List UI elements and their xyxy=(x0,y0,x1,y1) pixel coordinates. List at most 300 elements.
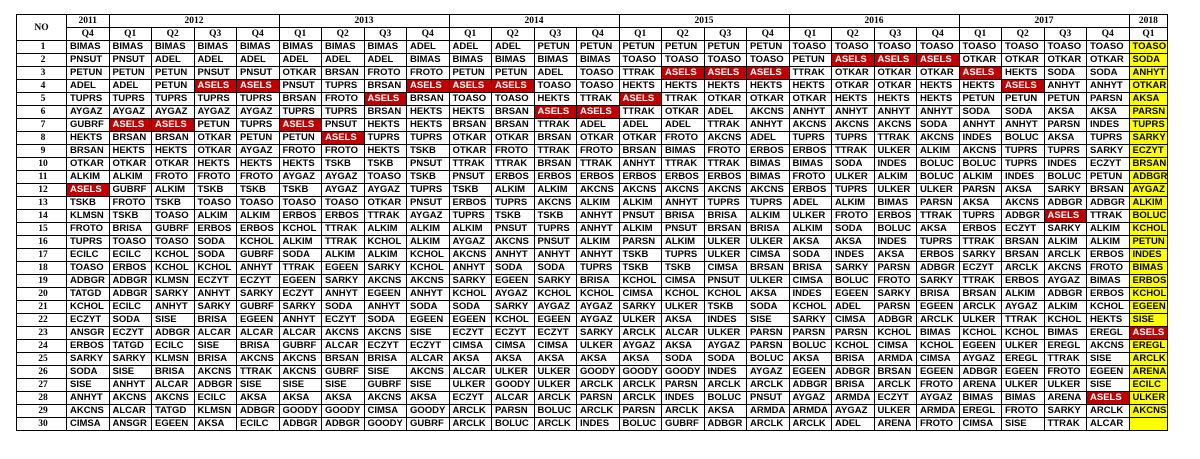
ticker-cell: BOLUC xyxy=(1044,171,1087,184)
ticker-cell: ALKIM xyxy=(577,236,620,249)
ticker-cell: PETUN xyxy=(492,67,535,80)
ticker-cell: SARKY xyxy=(152,288,195,301)
table-row xyxy=(17,236,1168,249)
rank-number: 28 xyxy=(17,392,67,405)
ticker-cell: PETUN xyxy=(789,54,832,67)
ticker-cell: TOASO xyxy=(67,262,110,275)
ticker-cell: ANHYT xyxy=(1129,67,1168,80)
ticker-cell: TSKB xyxy=(407,171,450,184)
ticker-cell: FROTO xyxy=(832,210,875,223)
ticker-cell: ANHYT xyxy=(449,262,492,275)
ticker-cell: BOLUC xyxy=(789,340,832,353)
year-header: 2012 xyxy=(109,15,279,28)
ticker-cell: TOASO xyxy=(832,41,875,54)
ticker-cell: ANHYT xyxy=(534,249,577,262)
ticker-cell: SODA xyxy=(832,223,875,236)
ticker-cell: OTKAR xyxy=(917,67,960,80)
highlighted-ticker-cell: ASELS xyxy=(619,93,662,106)
ticker-cell: OTKAR xyxy=(152,158,195,171)
ticker-cell: PETUN xyxy=(577,41,620,54)
ticker-cell: SARKY xyxy=(959,249,1002,262)
ticker-cell: BRISA xyxy=(364,353,407,366)
ticker-cell: ERBOS xyxy=(747,145,790,158)
ticker-cell: ADBGR xyxy=(322,418,365,431)
ticker-cell: ALKIM xyxy=(747,210,790,223)
ticker-cell: AKSA xyxy=(1087,106,1130,119)
ticker-cell: TTRAK xyxy=(959,236,1002,249)
ticker-cell: ADBGR xyxy=(1044,288,1087,301)
ticker-cell: BIMAS xyxy=(789,158,832,171)
ticker-cell: SISE xyxy=(194,340,237,353)
ticker-cell: ARENA xyxy=(959,379,1002,392)
ticker-cell: PNSUT xyxy=(534,236,577,249)
ticker-cell: HEKTS xyxy=(1087,314,1130,327)
ticker-cell: OTKAR xyxy=(1002,54,1045,67)
quarter-header: Q2 xyxy=(1002,28,1045,41)
ticker-cell: HEKTS xyxy=(109,145,152,158)
ticker-cell: BRSAN xyxy=(874,366,917,379)
rank-number: 29 xyxy=(17,405,67,418)
ticker-cell: ANHYT xyxy=(67,392,110,405)
rank-number: 1 xyxy=(17,41,67,54)
ticker-cell: BRSAN xyxy=(1129,158,1168,171)
ticker-cell: ULKER xyxy=(1129,392,1168,405)
ticker-cell: PARSN xyxy=(662,379,705,392)
ticker-cell: ADBGR xyxy=(789,379,832,392)
ticker-cell: KCHOL xyxy=(874,327,917,340)
table-row xyxy=(17,54,1168,67)
ticker-cell: SISE xyxy=(747,314,790,327)
ticker-cell: PETUN xyxy=(279,132,322,145)
highlighted-ticker-cell: ASELS xyxy=(449,80,492,93)
quarter-header: Q1 xyxy=(449,28,492,41)
ticker-cell: AKSA xyxy=(662,314,705,327)
year-header: 2011 xyxy=(67,15,110,28)
ticker-cell: TTRAK xyxy=(279,262,322,275)
ticker-cell: TTRAK xyxy=(534,119,577,132)
ticker-cell: ANHYT xyxy=(577,210,620,223)
ticker-cell: ALKIM xyxy=(109,171,152,184)
ticker-cell: SODA xyxy=(279,249,322,262)
ticker-cell: HEKTS xyxy=(704,80,747,93)
ticker-cell: PETUN xyxy=(959,93,1002,106)
ticker-cell: GUBRF xyxy=(364,379,407,392)
ticker-cell: ERBOS xyxy=(237,223,280,236)
table-row xyxy=(17,184,1168,197)
ticker-cell: SISE xyxy=(67,379,110,392)
ticker-cell: OTKAR xyxy=(1129,80,1168,93)
quarter-header: Q3 xyxy=(874,28,917,41)
ticker-cell: ANHYT xyxy=(322,288,365,301)
ticker-cell: KCHOL xyxy=(534,288,577,301)
ticker-cell: AYGAZ xyxy=(577,301,620,314)
ticker-cell: SARKY xyxy=(67,353,110,366)
ticker-cell: AKSA xyxy=(534,353,577,366)
ticker-cell: ADBGR xyxy=(194,379,237,392)
ticker-cell: ECZYT xyxy=(959,262,1002,275)
ticker-cell: HEKTS xyxy=(874,93,917,106)
ticker-cell: ALKIM xyxy=(619,197,662,210)
ticker-cell: ARENA xyxy=(874,418,917,431)
ticker-cell: ADBGR xyxy=(152,327,195,340)
ticker-cell: OTKAR xyxy=(747,93,790,106)
ticker-cell: KCHOL xyxy=(1129,288,1168,301)
ticker-cell: ARCLK xyxy=(704,379,747,392)
ticker-cell: EGEEN xyxy=(917,301,960,314)
ticker-cell: BOLUC xyxy=(704,392,747,405)
ticker-cell: BIMAS xyxy=(109,41,152,54)
rank-number: 18 xyxy=(17,262,67,275)
ticker-cell: AYGAZ xyxy=(237,145,280,158)
ticker-cell: ERBOS xyxy=(1002,275,1045,288)
rank-number: 14 xyxy=(17,210,67,223)
ticker-cell: KCHOL xyxy=(364,236,407,249)
ticker-cell: FROTO xyxy=(364,67,407,80)
highlighted-ticker-cell: ASELS xyxy=(874,54,917,67)
ticker-cell: BOLUC xyxy=(534,405,577,418)
ticker-cell: BRISA xyxy=(237,340,280,353)
ticker-cell: INDES xyxy=(874,158,917,171)
ticker-cell: TSKB xyxy=(619,249,662,262)
ticker-cell: ECILC xyxy=(237,418,280,431)
ticker-cell: OTKAR xyxy=(492,132,535,145)
ticker-cell: BIMAS xyxy=(534,54,577,67)
no-column-header: NO xyxy=(17,15,67,41)
ticker-cell: OTKAR xyxy=(67,158,110,171)
ticker-cell: SODA xyxy=(959,106,1002,119)
ticker-cell: ARMDA xyxy=(832,392,875,405)
ticker-cell: ULKER xyxy=(492,366,535,379)
ticker-cell: ADEL xyxy=(449,41,492,54)
ticker-cell: TTRAK xyxy=(364,210,407,223)
ticker-cell: TTRAK xyxy=(619,67,662,80)
ticker-cell: ANHYT xyxy=(407,288,450,301)
ticker-cell: FROTO xyxy=(917,418,960,431)
ticker-cell: EREGL xyxy=(1044,340,1087,353)
ticker-cell: ADBGR xyxy=(959,366,1002,379)
ticker-cell: TUPRS xyxy=(152,93,195,106)
ticker-cell: ALCAR xyxy=(194,327,237,340)
table-row xyxy=(17,353,1168,366)
highlighted-ticker-cell: ASELS xyxy=(1087,392,1130,405)
ticker-cell: PARSN xyxy=(959,184,1002,197)
ticker-cell: ARCLK xyxy=(747,418,790,431)
ticker-cell: TATGD xyxy=(67,288,110,301)
ticker-cell: PARSN xyxy=(874,262,917,275)
ticker-cell: ARCLK xyxy=(1129,353,1168,366)
ticker-cell: FROTO xyxy=(322,93,365,106)
ticker-cell: ALCAR xyxy=(492,392,535,405)
ticker-cell: ULKER xyxy=(874,145,917,158)
ticker-cell: BRSAN xyxy=(1087,184,1130,197)
ticker-cell: EGEEN xyxy=(407,314,450,327)
ticker-cell: SARKY xyxy=(917,275,960,288)
ticker-cell: TUPRS xyxy=(577,262,620,275)
ticker-cell: BRISA xyxy=(747,223,790,236)
ticker-cell: ADEL xyxy=(832,301,875,314)
ticker-cell: TOASO xyxy=(662,54,705,67)
rank-number: 22 xyxy=(17,314,67,327)
ticker-cell: PETUN xyxy=(1002,93,1045,106)
quarter-header: Q3 xyxy=(364,28,407,41)
rank-number: 21 xyxy=(17,301,67,314)
ticker-cell: ECZYT xyxy=(279,288,322,301)
ticker-cell: OTKAR xyxy=(619,132,662,145)
ticker-cell: BOLUC xyxy=(917,158,960,171)
ticker-cell: ANHYT xyxy=(364,301,407,314)
ticker-cell: TOASO xyxy=(152,210,195,223)
ticker-cell: SODA xyxy=(67,366,110,379)
table-row xyxy=(17,340,1168,353)
ticker-cell: SODA xyxy=(704,353,747,366)
ticker-cell: ERBOS xyxy=(704,171,747,184)
ticker-cell: TUPRS xyxy=(789,132,832,145)
ticker-cell: AYGAZ xyxy=(237,106,280,119)
ticker-cell: TSKB xyxy=(619,262,662,275)
ticker-cell: TOASO xyxy=(364,171,407,184)
rank-number: 11 xyxy=(17,171,67,184)
rank-number: 2 xyxy=(17,54,67,67)
quarter-header: Q4 xyxy=(407,28,450,41)
ticker-cell: ECILC xyxy=(152,340,195,353)
ticker-cell: ANHYT xyxy=(1002,119,1045,132)
ticker-cell: PARSN xyxy=(577,392,620,405)
ticker-cell: SARKY xyxy=(619,301,662,314)
ticker-cell: ALKIM xyxy=(577,197,620,210)
ticker-cell: TATGD xyxy=(109,340,152,353)
ticker-cell: ALKIM xyxy=(1087,223,1130,236)
ticker-cell: BIMAS xyxy=(874,197,917,210)
ticker-cell: ECZYT xyxy=(364,340,407,353)
ticker-cell: ECZYT xyxy=(67,314,110,327)
ticker-cell: FROTO xyxy=(1044,366,1087,379)
ticker-cell: CIMSA xyxy=(492,340,535,353)
ticker-cell: AKSA xyxy=(704,405,747,418)
highlighted-ticker-cell: ASELS xyxy=(534,106,577,119)
ticker-cell: ALKIM xyxy=(449,223,492,236)
rank-number: 26 xyxy=(17,366,67,379)
ticker-cell: TOASO xyxy=(704,54,747,67)
ticker-cell: BIMAS xyxy=(449,54,492,67)
ticker-cell: BIMAS xyxy=(407,54,450,67)
ticker-cell: TOASO xyxy=(577,80,620,93)
ticker-cell: PETUN xyxy=(534,41,577,54)
ticker-cell: SARKY xyxy=(789,314,832,327)
ticker-cell: PNSUT xyxy=(747,392,790,405)
ticker-cell: ECZYT xyxy=(449,392,492,405)
ticker-cell: HEKTS xyxy=(364,119,407,132)
ticker-cell: CIMSA xyxy=(704,262,747,275)
ticker-cell: AYGAZ xyxy=(322,184,365,197)
ticker-cell: TTRAK xyxy=(832,145,875,158)
ticker-cell: ERBOS xyxy=(789,145,832,158)
ticker-cell: PETUN xyxy=(1129,236,1168,249)
quarter-header: Q1 xyxy=(279,28,322,41)
highlighted-ticker-cell: ASELS xyxy=(194,80,237,93)
ticker-cell: BOLUC xyxy=(959,158,1002,171)
ticker-cell: ANHYT xyxy=(747,119,790,132)
ticker-cell: BOLUC xyxy=(619,418,662,431)
ticker-cell: TUPRS xyxy=(279,106,322,119)
ticker-cell: ADEL xyxy=(577,119,620,132)
ticker-cell: PETUN xyxy=(152,80,195,93)
ticker-cell: AYGAZ xyxy=(322,171,365,184)
ticker-cell: PNSUT xyxy=(407,158,450,171)
ticker-cell: TUPRS xyxy=(534,223,577,236)
ticker-cell: AKCNS xyxy=(619,184,662,197)
ticker-cell: TUPRS xyxy=(322,106,365,119)
ticker-cell: TUPRS xyxy=(1002,158,1045,171)
ticker-cell: HEKTS xyxy=(407,106,450,119)
ticker-cell: CIMSA xyxy=(534,340,577,353)
ticker-cell: SODA xyxy=(109,314,152,327)
ticker-cell: ADEL xyxy=(747,132,790,145)
ticker-cell: ARCLK xyxy=(1087,405,1130,418)
ticker-cell: SISE xyxy=(1002,418,1045,431)
ticker-cell: ADBGR xyxy=(1129,171,1168,184)
ticker-cell: TUPRS xyxy=(917,236,960,249)
ticker-cell: CIMSA xyxy=(959,418,1002,431)
ticker-cell: ECZYT xyxy=(237,275,280,288)
ticker-cell: HEKTS xyxy=(534,93,577,106)
rank-number: 10 xyxy=(17,158,67,171)
ticker-cell: ARCLK xyxy=(874,379,917,392)
ticker-cell: SODA xyxy=(832,158,875,171)
ticker-cell: AKCNS xyxy=(152,392,195,405)
ticker-cell: PNSUT xyxy=(194,67,237,80)
ticker-cell: ULKER xyxy=(704,249,747,262)
ticker-cell: INDES xyxy=(1087,119,1130,132)
ticker-cell: KCHOL xyxy=(449,288,492,301)
ticker-cell: ULKER xyxy=(1002,340,1045,353)
ticker-cell: ANHYT xyxy=(194,288,237,301)
quarter-header: Q2 xyxy=(152,28,195,41)
ticker-cell: ECZYT xyxy=(1129,145,1168,158)
ticker-cell: CIMSA xyxy=(662,275,705,288)
ticker-cell: ALCAR xyxy=(152,379,195,392)
ticker-cell: INDES xyxy=(789,288,832,301)
ticker-cell: KLMSN xyxy=(152,353,195,366)
ticker-cell: TTRAK xyxy=(1044,418,1087,431)
ticker-cell: ANHYT xyxy=(109,379,152,392)
ticker-cell: GOODY xyxy=(577,366,620,379)
ticker-cell: ERBOS xyxy=(1129,275,1168,288)
quarterly-ranking-table xyxy=(16,14,1168,431)
quarter-header: Q1 xyxy=(959,28,1002,41)
ticker-cell: ALKIM xyxy=(917,145,960,158)
ticker-cell: ALKIM xyxy=(1087,236,1130,249)
ticker-cell: ARCLK xyxy=(789,418,832,431)
ticker-cell: TOASO xyxy=(152,236,195,249)
ticker-cell: FROTO xyxy=(407,67,450,80)
ticker-cell: TUPRS xyxy=(1044,145,1087,158)
ticker-cell: ALKIM xyxy=(492,184,535,197)
ticker-cell: BRSAN xyxy=(534,158,577,171)
table-row xyxy=(17,132,1168,145)
ticker-cell: OTKAR xyxy=(449,132,492,145)
ticker-cell: SODA xyxy=(322,301,365,314)
ticker-cell: TTRAK xyxy=(577,93,620,106)
ticker-cell: INDES xyxy=(704,314,747,327)
ticker-cell: ERBOS xyxy=(619,171,662,184)
ticker-cell: FROTO xyxy=(109,197,152,210)
ticker-cell: EGEEN xyxy=(832,288,875,301)
ticker-cell: FROTO xyxy=(152,171,195,184)
quarter-header: Q3 xyxy=(534,28,577,41)
ticker-cell: KCHOL xyxy=(279,223,322,236)
ticker-cell: SARKY xyxy=(194,301,237,314)
ticker-cell: KCHOL xyxy=(662,288,705,301)
ticker-cell: TOASO xyxy=(194,197,237,210)
ticker-cell: AKSA xyxy=(959,197,1002,210)
highlighted-ticker-cell: ASELS xyxy=(407,80,450,93)
ticker-cell: BRISA xyxy=(577,275,620,288)
ticker-cell: SODA xyxy=(407,301,450,314)
ticker-cell: BRISA xyxy=(832,379,875,392)
ticker-cell: EREGL xyxy=(1087,327,1130,340)
ticker-cell: BIMAS xyxy=(492,54,535,67)
ticker-cell: TUPRS xyxy=(407,184,450,197)
ticker-cell: SARKY xyxy=(449,275,492,288)
ticker-cell: OTKAR xyxy=(194,132,237,145)
ticker-cell: OTKAR xyxy=(449,145,492,158)
quarter-header: Q4 xyxy=(67,28,110,41)
ticker-cell: BRSAN xyxy=(492,106,535,119)
ticker-cell: GOODY xyxy=(619,366,662,379)
ticker-cell: TSKB xyxy=(449,184,492,197)
ticker-cell: ANHYT xyxy=(492,249,535,262)
ticker-cell: ERBOS xyxy=(917,249,960,262)
table-row xyxy=(17,405,1168,418)
ticker-cell: ULKER xyxy=(1044,379,1087,392)
ticker-cell: PARSN xyxy=(747,327,790,340)
ticker-cell: KCHOL xyxy=(407,262,450,275)
ticker-cell: ARMDA xyxy=(747,405,790,418)
ticker-cell: GOODY xyxy=(322,405,365,418)
ticker-cell: BOLUC xyxy=(492,418,535,431)
ticker-cell: GOODY xyxy=(492,379,535,392)
ticker-cell: ARENA xyxy=(1044,392,1087,405)
table-row xyxy=(17,275,1168,288)
ticker-cell: CIMSA xyxy=(917,353,960,366)
ticker-cell: TUPRS xyxy=(449,210,492,223)
ranking-table-container xyxy=(16,14,1168,431)
ticker-cell: ADEL xyxy=(322,54,365,67)
ticker-cell: ALKIM xyxy=(67,171,110,184)
ticker-cell: ARCLK xyxy=(747,379,790,392)
rank-number: 4 xyxy=(17,80,67,93)
ticker-cell: TUPRS xyxy=(1129,119,1168,132)
ticker-cell: TTRAK xyxy=(534,145,577,158)
ticker-cell: ANHYT xyxy=(832,106,875,119)
ticker-cell: ALKIM xyxy=(152,184,195,197)
ticker-cell: CIMSA xyxy=(67,418,110,431)
ticker-cell: ADBGR xyxy=(874,314,917,327)
rank-number: 17 xyxy=(17,249,67,262)
ticker-cell: TUPRS xyxy=(237,119,280,132)
ticker-cell: ERBOS xyxy=(662,171,705,184)
ticker-cell: SODA xyxy=(917,119,960,132)
ticker-cell: GUBRF xyxy=(279,340,322,353)
ticker-cell: TSKB xyxy=(194,184,237,197)
ticker-cell: CIMSA xyxy=(364,405,407,418)
table-row xyxy=(17,106,1168,119)
highlighted-ticker-cell: ASELS xyxy=(832,54,875,67)
table-row xyxy=(17,67,1168,80)
ticker-cell: SARKY xyxy=(1044,223,1087,236)
ticker-cell: SODA xyxy=(534,262,577,275)
ticker-cell: TSKB xyxy=(364,158,407,171)
